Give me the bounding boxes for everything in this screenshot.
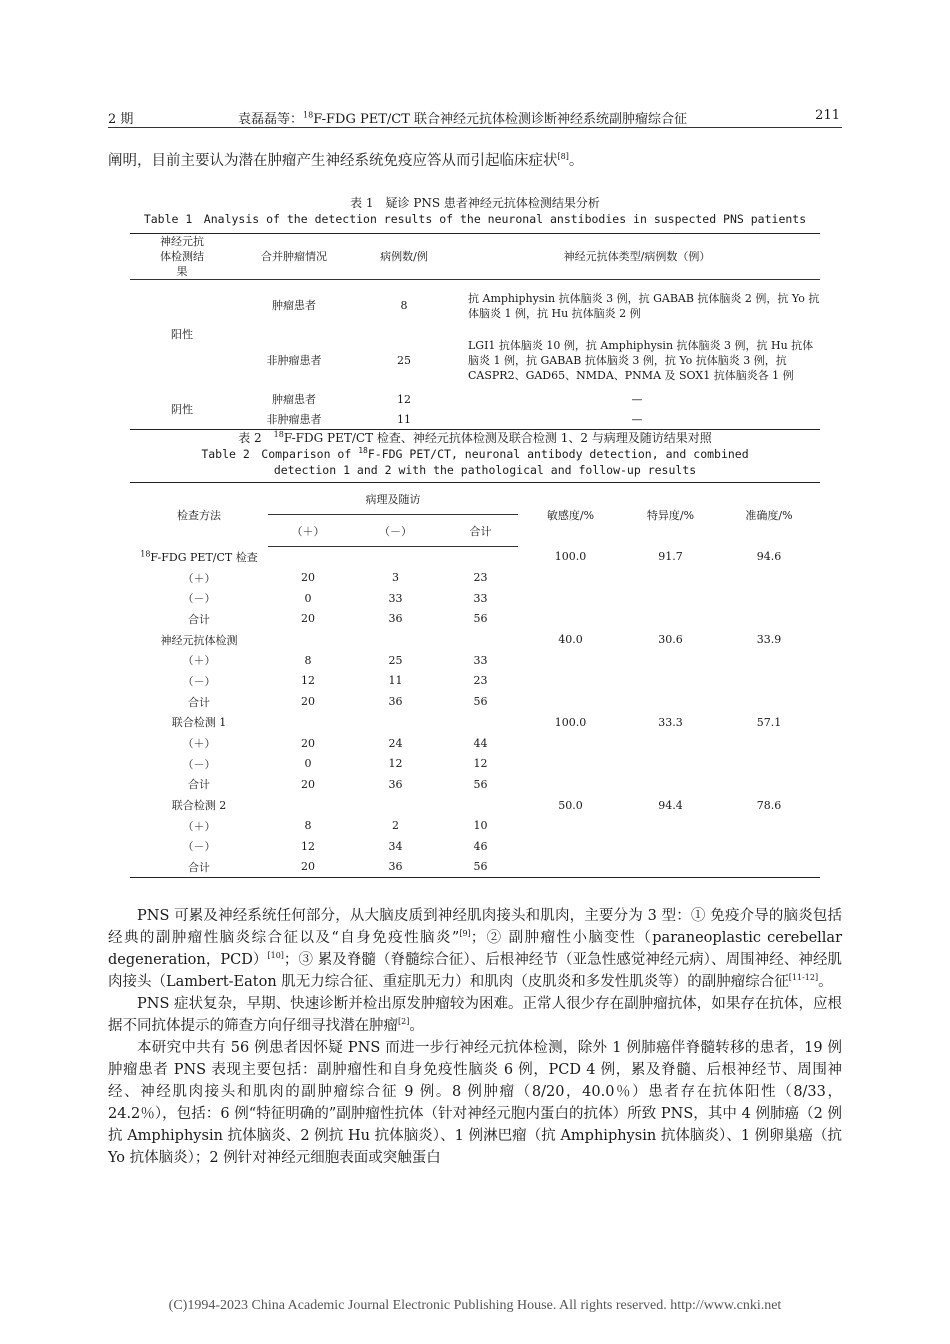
copyright-footer: (C)1994-2023 China Academic Journal Electronic Publishing House. All rights reserved. http://www.cnki.net (168, 1298, 782, 1313)
table-cell: 12 (473, 757, 488, 771)
table-cell: 36 (388, 860, 403, 874)
body-paragraph: PNS 可累及神经系统任何部分，从大脑皮质到神经肌肉接头和肌肉，主要分为 3 型：① 免疫介导的脑炎包括经典的副肿瘤性脑炎综合征以及“自身免疫性脑炎”[9]；② 副肿瘤性小脑变性（paraneoplastic cerebellar degeneration，PCD）[10]；③ 累及脊髓（脊髓综合征）、后根神经节（亚急性感觉神经元病）、周围神经、神经肌肉接头（Lambert-Eaton 肌无力综合征、重症肌无力）和肌肉（皮肌炎和多发性肌炎等）的副肿瘤综合征[11-12]。 (108, 908, 843, 990)
running-header (108, 108, 842, 128)
table-cell: 肿瘤患者 (272, 299, 316, 313)
table1-header-count: 病例数/例 (354, 234, 454, 280)
intro-paragraph: 阐明，目前主要认为潜在肿瘤产生神经系统免疫应答从而引起临床症状[8]。 (108, 152, 584, 169)
table-cell: 3 (392, 571, 399, 585)
table-cell: 36 (388, 695, 403, 709)
table-row (130, 836, 820, 857)
table2-group-name: 联合检测 2 (171, 799, 227, 813)
table2-header-acc: 准确度/% (745, 508, 793, 522)
table-cell: 2 (392, 819, 399, 833)
table2-acc-value: 94.6 (756, 550, 782, 564)
table-cell: 0 (304, 757, 312, 771)
table2-acc-value: 33.9 (756, 633, 782, 647)
table2-row-label: （＋） (182, 571, 216, 585)
table-cell: 23 (473, 571, 488, 585)
table2-spec-value: 33.3 (658, 715, 683, 729)
table-row (130, 567, 820, 588)
table-row (130, 671, 820, 692)
page-number: 211 (815, 108, 840, 123)
table-cell: 非肿瘤患者 (266, 412, 322, 426)
table-cell: 20 (301, 695, 315, 709)
table-cell: 20 (301, 860, 315, 874)
table-cell: — (631, 393, 643, 406)
table2-header-spec: 特异度/% (646, 508, 695, 522)
table2-row-label: （＋） (182, 654, 216, 668)
table2-spec-value: 94.4 (658, 798, 683, 812)
table1-header-types: 神经元抗体类型/病例数（例） (454, 234, 820, 280)
table2-group-name: $^{18}$F-FDG PET/CT 检查 (140, 549, 258, 564)
table-cell: 0 (304, 591, 312, 605)
table-row (130, 733, 820, 754)
table-cell: 34 (388, 839, 403, 853)
table-cell: 56 (473, 612, 488, 626)
table2-group-row (130, 795, 820, 816)
table2-header-neg: （－） (348, 515, 443, 547)
table2-row-label: 合计 (188, 612, 210, 626)
table2-header-patho: 病理及随访 (365, 492, 421, 506)
table-cell: 36 (388, 612, 403, 626)
issue-label: 2 期 (108, 112, 134, 127)
table-cell: 12 (301, 839, 315, 853)
table1-group-negative: 阴性 (171, 402, 193, 416)
table-cell: 12 (301, 674, 315, 688)
table-cell: 56 (473, 695, 488, 709)
table-cell: 23 (473, 674, 488, 688)
table-cell: 20 (301, 612, 315, 626)
table2-group-row (130, 712, 820, 733)
table-cell: 12 (397, 393, 411, 406)
table2-caption-en: Table 2 Comparison of $^{18}$F-FDG PET/CT, neuronal antibody detection, and combined (201, 446, 749, 461)
table-cell: 25 (388, 653, 403, 667)
table-row (130, 857, 820, 878)
table2-row-label: （－） (182, 592, 216, 606)
table-cell: 24 (388, 736, 403, 750)
table-cell: 20 (301, 571, 315, 585)
table2-row-label: 合计 (188, 695, 210, 709)
table1-header-tumor: 合并肿瘤情况 (234, 234, 354, 280)
table2-spec-value: 91.7 (658, 550, 683, 564)
table2-group-row (130, 547, 820, 568)
table2-caption-cn: 表 2 $^{18}$F-FDG PET/CT 检查、神经元抗体检测及联合检测 1、2 与病理及随访结果对照 (238, 430, 712, 445)
table2 (130, 482, 820, 878)
table-row (130, 815, 820, 836)
table-cell: 非肿瘤患者 (266, 354, 322, 367)
table-cell: 11 (397, 412, 411, 426)
table-cell: 肿瘤患者 (272, 393, 316, 406)
table2-group-name: 联合检测 1 (171, 716, 227, 730)
body-paragraph: PNS 症状复杂，早期、快速诊断并检出原发肿瘤较为困难。正常人很少存在副肿瘤抗体，如果存在抗体，应根据不同抗体提示的筛查方向仔细寻找潜在肿瘤[2]。 (108, 996, 842, 1034)
table2-header-method: 检查方法 (177, 508, 221, 522)
table-cell: 11 (388, 674, 403, 688)
table-cell: 33 (473, 653, 488, 667)
table2-sens-value: 100.0 (554, 715, 587, 729)
table1-header-result: 神经元抗体检测结果 (130, 234, 234, 280)
table-row (130, 588, 820, 609)
table2-row-label: 合计 (188, 778, 210, 792)
table-row (130, 774, 820, 795)
table2-acc-value: 57.1 (756, 715, 782, 729)
table1-caption (108, 195, 842, 227)
table-row (130, 753, 820, 774)
table2-header-pos: （＋） (268, 515, 348, 547)
table2-sens-value: 40.0 (558, 633, 583, 647)
table2-caption-en-2: detection 1 and 2 with the pathological and follow-up results (273, 463, 697, 477)
running-title: 袁磊磊等：$^{18}$F-FDG PET/CT 联合神经元抗体检测诊断神经系统副肿瘤综合征 (238, 110, 688, 127)
table2-group-row (130, 629, 820, 650)
table-cell: — (631, 412, 643, 426)
table-cell: 56 (473, 777, 488, 791)
body-text (108, 905, 842, 1169)
table2-header-sens: 敏感度/% (546, 508, 595, 522)
table-cell: 8 (304, 653, 312, 667)
table-cell: 8 (400, 299, 408, 313)
table2-row-label: （－） (182, 674, 216, 688)
table2-spec-value: 30.6 (658, 633, 683, 647)
table-row (130, 691, 820, 712)
table1-group-positive: 阳性 (171, 328, 193, 342)
table-row (130, 650, 820, 671)
table-row (130, 410, 820, 430)
table-row (130, 280, 820, 332)
table2-row-label: （－） (182, 840, 216, 854)
table-cell: 33 (388, 591, 403, 605)
table-cell: 20 (301, 736, 315, 750)
table-cell: 56 (473, 860, 488, 874)
table-cell: 36 (388, 777, 403, 791)
table2-row-label: （－） (182, 757, 216, 771)
table2-acc-value: 78.6 (756, 798, 782, 812)
table2-row-label: 合计 (188, 860, 210, 874)
table2-row-label: （＋） (182, 819, 216, 833)
table2-row-label: （＋） (182, 737, 216, 751)
table-row (130, 609, 820, 630)
table-cell: 抗 Amphiphysin 抗体脑炎 3 例，抗 GABAB 抗体脑炎 2 例，抗 Yo 抗体脑炎 1 例，抗 Hu 抗体脑炎 2 例 (468, 291, 820, 320)
table1 (130, 233, 820, 430)
table2-sens-value: 50.0 (558, 798, 583, 812)
table2-caption (108, 430, 842, 478)
table-cell: 33 (473, 591, 488, 605)
table-row (130, 332, 820, 390)
table-cell: 12 (388, 757, 403, 771)
table-cell: 10 (473, 819, 488, 833)
table-row (130, 390, 820, 410)
table-cell: LGI1 抗体脑炎 10 例，抗 Amphiphysin 抗体脑炎 3 例，抗 Hu 抗体脑炎 1 例，抗 GABAB 抗体脑炎 3 例，抗 Yo 抗体脑炎 3 例，抗 CASPR2、GAD65、NMDA、PNMA 及 SOX1 抗体脑炎各 1 例 (468, 339, 814, 382)
table1-caption-cn: 表 1 疑诊 PNS 患者神经元抗体检测结果分析 (350, 196, 600, 210)
table-cell: 8 (304, 819, 312, 833)
table-cell: 25 (397, 354, 411, 367)
table2-header-total: 合计 (443, 515, 518, 547)
table-cell: 20 (301, 777, 315, 791)
table-cell: 44 (473, 736, 488, 750)
body-paragraph: 本研究中共有 56 例患者因怀疑 PNS 而进一步行神经元抗体检测，除外 1 例肺癌伴脊髓转移的患者，19 例肿瘤患者 PNS 表现主要包括：副肿瘤性和自身免疫性脑炎 6 例，PCD 4 例，累及脊髓、后根神经节、周围神经、神经肌肉接头和肌肉的副肿瘤综合征 9 例。8 例肿瘤（8/20，40.0％）患者存在抗体阳性（8/33，24.2％），包括：6 例“特征明确的”副肿瘤性抗体（针对神经元胞内蛋白的抗体）所致 PNS，其中 4 例肺癌（2 例抗 Amphiphysin 抗体脑炎、2 例抗 Hu 抗体脑炎）、1 例淋巴瘤（抗 Amphiphysin 抗体脑炎）、1 例卵巢癌（抗 Yo 抗体脑炎）；2 例针对神经元细胞表面或突触蛋白 (108, 1040, 842, 1166)
table-cell: 46 (473, 839, 488, 853)
table1-caption-en: Table 1 Analysis of the detection results of the neuronal anstibodies in suspected PNS patients (143, 212, 807, 226)
table2-group-name: 神经元抗体检测 (160, 633, 238, 647)
table2-sens-value: 100.0 (554, 550, 587, 564)
